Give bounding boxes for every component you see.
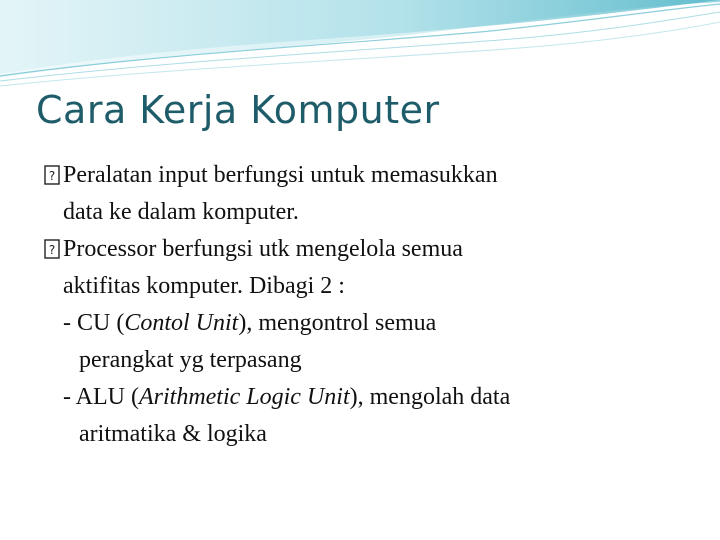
slide-title: Cara Kerja Komputer: [36, 88, 440, 132]
bullet-2-line-2: aktifitas komputer. Dibagi 2 :: [63, 273, 345, 299]
svg-text:?: ?: [48, 243, 56, 257]
bullet-2-line-1: [44, 231, 694, 268]
sub-item-cu-prefix: - CU (: [63, 310, 125, 336]
sub-item-alu-suffix: ), mengolah data: [349, 384, 511, 410]
box-bullet-icon: [44, 239, 61, 259]
bullet-1-text: Peralatan input berfungsi untuk memasukkan: [63, 162, 498, 188]
bullet-1-line-1: [44, 157, 694, 194]
wave-header-decoration: [0, 0, 720, 90]
sub-item-alu-prefix: - ALU (: [63, 384, 139, 410]
sub-item-cu-term: Contol Unit: [124, 310, 239, 336]
sub-item-alu: [44, 379, 694, 416]
sub-item-cu-suffix: ), mengontrol semua: [238, 310, 437, 336]
bullet-2-text: Processor berfungsi utk mengelola semua: [63, 236, 463, 262]
svg-text:?: ?: [48, 169, 56, 183]
sub-item-cu-continuation: perangkat yg terpasang: [79, 347, 302, 373]
sub-item-alu-continuation: aritmatika & logika: [79, 421, 267, 447]
sub-item-alu-term: Arithmetic Logic Unit: [138, 384, 350, 410]
slide-body: [44, 157, 694, 453]
sub-item-cu: [44, 305, 694, 342]
box-bullet-icon: [44, 165, 61, 185]
bullet-1-line-2: data ke dalam komputer.: [63, 199, 299, 225]
